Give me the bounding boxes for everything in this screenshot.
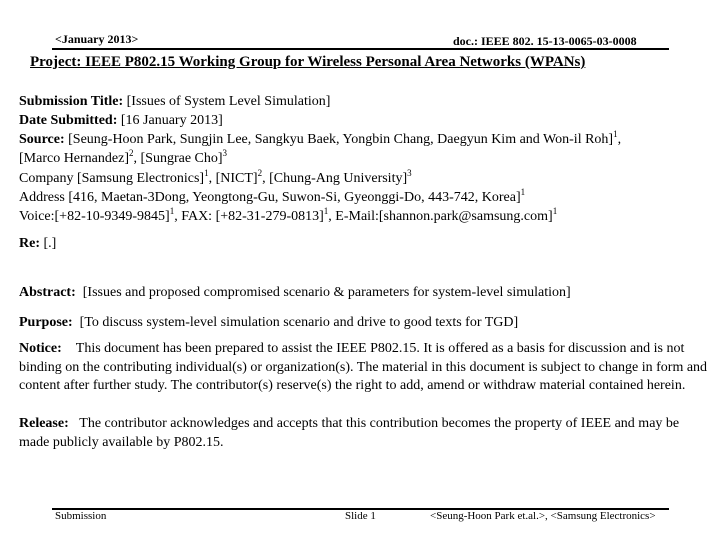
notice-text: This document has been prepared to assist the IEEE P802.15. It is offered as a basis for discussion and is not binding on the contributing individual(s) or organization(s). The material in this document is subject to change in form and content after further study. The contributor(s) reserve(s) the right to add, amend or withdraw material contained herein. <box>19 341 708 393</box>
voice-b-sup: 1 <box>323 206 329 216</box>
date-submitted-value: [16 January 2013] <box>120 113 223 128</box>
re-label: Re: <box>19 236 40 251</box>
source-cont-b-sup: 3 <box>222 148 228 158</box>
notice-paragraph <box>19 340 711 396</box>
notice-label: Notice: <box>19 341 62 356</box>
source-cont-a: [Marco Hernandez] <box>19 151 129 166</box>
abstract-label: Abstract: <box>19 285 76 300</box>
footer-slide-number: Slide 1 <box>345 510 376 522</box>
source-continued-line <box>19 150 227 169</box>
address-value: Address [416, Maetan-3Dong, Yeongtong-Gu, Suwon-Si, Gyeonggi-Do, 443-742, Korea] <box>19 190 521 205</box>
company-a-sup: 1 <box>204 168 209 178</box>
date-submitted-label: Date Submitted: <box>19 113 118 128</box>
voice-b: , FAX: [+82-31-279-0813] <box>174 209 324 224</box>
voice-line <box>19 208 557 227</box>
header-rule <box>52 48 669 50</box>
footer-authors: <Seung-Hoon Park et.al.>, <Samsung Electronics> <box>430 510 656 522</box>
date-submitted-line <box>19 112 223 131</box>
company-c-sup: 3 <box>407 168 412 178</box>
voice-c: , E-Mail:[shannon.park@samsung.com] <box>328 209 553 224</box>
source-tail: , <box>617 132 622 147</box>
re-value: [.] <box>43 236 57 251</box>
company-a: Company [Samsung Electronics] <box>19 171 205 186</box>
company-b-sup: 2 <box>257 168 263 178</box>
re-line <box>19 235 56 254</box>
submission-title-value: [Issues of System Level Simulation] <box>126 94 331 109</box>
source-value: [Seung-Hoon Park, Sungjin Lee, Sangkyu Baek, Yongbin Chang, Daegyun Kim and Won-il Roh] <box>68 132 614 147</box>
release-text: The contributor acknowledges and accepts that this contribution becomes the property of IEEE and may be made publicly available by P802.15. <box>19 416 680 450</box>
project-title: Project: IEEE P802.15 Working Group for Wireless Personal Area Networks (WPANs) <box>30 54 586 70</box>
voice-a: Voice:[+82-10-9349-9845] <box>19 209 170 224</box>
submission-title-label: Submission Title: <box>19 94 124 109</box>
company-line <box>19 170 412 189</box>
purpose-line <box>19 314 518 333</box>
abstract-value: [Issues and proposed compromised scenario & parameters for system-level simulation] <box>82 285 571 300</box>
address-sup: 1 <box>520 187 526 197</box>
source-sup: 1 <box>613 129 618 139</box>
purpose-label: Purpose: <box>19 315 73 330</box>
company-b: , [NICT] <box>208 171 258 186</box>
source-label: Source: <box>19 132 65 147</box>
release-paragraph <box>19 415 711 452</box>
address-line <box>19 189 525 208</box>
source-cont-b: , [Sungrae Cho] <box>133 151 223 166</box>
voice-c-sup: 1 <box>552 206 558 216</box>
header-date: <January 2013> <box>55 32 139 46</box>
voice-a-sup: 1 <box>169 206 175 216</box>
footer-submission: Submission <box>55 510 107 522</box>
source-line <box>19 131 621 150</box>
abstract-line <box>19 284 571 303</box>
purpose-value: [To discuss system-level simulation scenario and drive to good texts for TGD] <box>79 315 519 330</box>
release-label: Release: <box>19 416 69 431</box>
company-c: , [Chung-Ang University] <box>262 171 408 186</box>
submission-title-line <box>19 93 330 112</box>
source-cont-a-sup: 2 <box>129 148 134 158</box>
header-doc-id: doc.: IEEE 802. 15-13-0065-03-0008 <box>453 34 637 48</box>
